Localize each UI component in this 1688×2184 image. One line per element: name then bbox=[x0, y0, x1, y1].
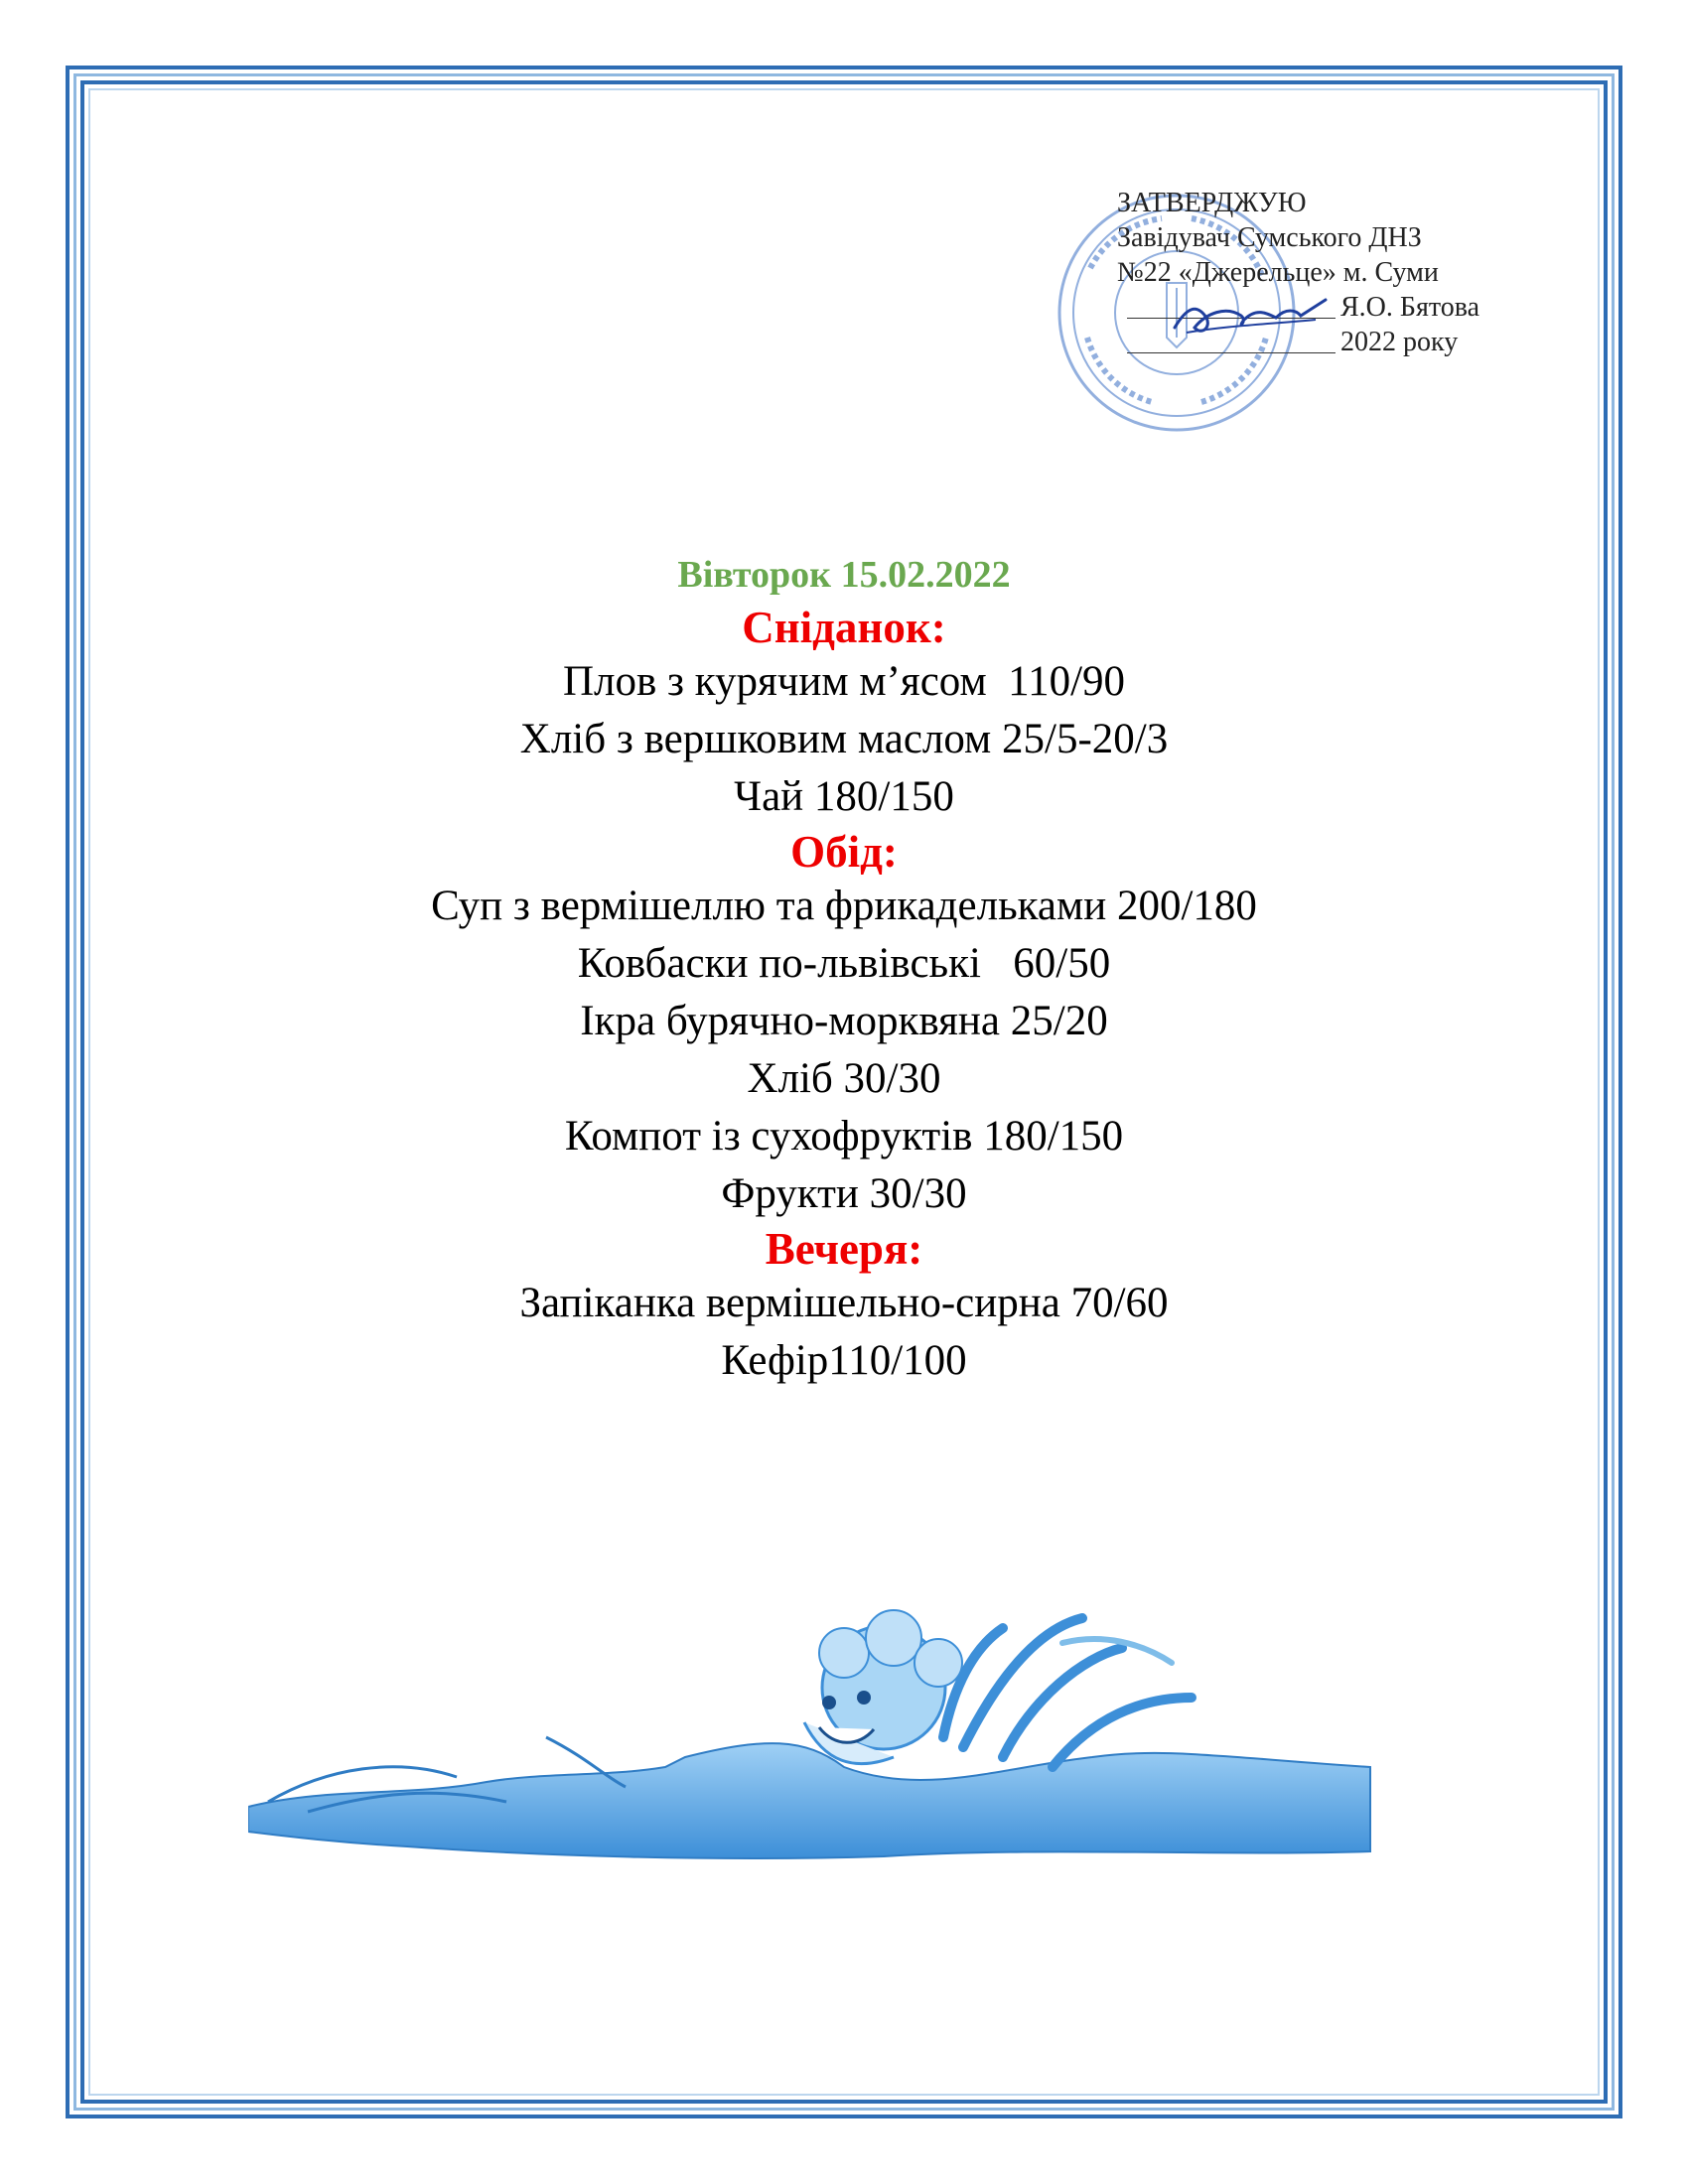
dinner-item: Кефір110/100 bbox=[721, 1337, 967, 1384]
breakfast-item: Плов з курячим м’ясом 110/90 bbox=[562, 658, 1126, 705]
smiling-drop-character-icon bbox=[804, 1610, 962, 1764]
lunch-item: Суп з вермішеллю та фрикадельками 200/180 bbox=[431, 883, 1257, 929]
lunch-item: Ікра бурячно-морквяна 25/20 bbox=[580, 998, 1108, 1044]
lunch-item: Компот із сухофруктів 180/150 bbox=[564, 1113, 1124, 1160]
breakfast-item: Хліб з вершковим маслом 25/5-20/3 bbox=[519, 716, 1169, 762]
breakfast-item: Чай 180/150 bbox=[734, 773, 954, 820]
water-splash-illustration bbox=[248, 1608, 1390, 1906]
meal-title-dinner: Вечеря: bbox=[765, 1224, 923, 1274]
daily-menu bbox=[99, 548, 1589, 1390]
approval-position: Завідувач Сумського ДНЗ bbox=[1117, 222, 1422, 253]
date-line bbox=[1127, 352, 1336, 353]
menu-date: Вівторок 15.02.2022 bbox=[677, 554, 1011, 596]
dinner-item: Запіканка вермішельно-сирна 70/60 bbox=[519, 1280, 1169, 1326]
meal-title-lunch: Обід: bbox=[790, 827, 898, 877]
approval-year: 2022 року bbox=[1340, 327, 1459, 357]
approval-heading: ЗАТВЕРДЖУЮ bbox=[1117, 188, 1307, 218]
approval-institution: №22 «Джерельце» м. Суми bbox=[1117, 257, 1439, 288]
lunch-item: Хліб 30/30 bbox=[747, 1055, 941, 1102]
meal-title-breakfast: Сніданок: bbox=[742, 603, 946, 652]
approval-name: Я.О. Бятова bbox=[1340, 292, 1479, 323]
handwritten-signature bbox=[1167, 288, 1336, 347]
lunch-item: Ковбаски по-львівські 60/50 bbox=[577, 940, 1111, 987]
lunch-item: Фрукти 30/30 bbox=[721, 1170, 967, 1217]
water-waves-icon bbox=[248, 1618, 1370, 1858]
